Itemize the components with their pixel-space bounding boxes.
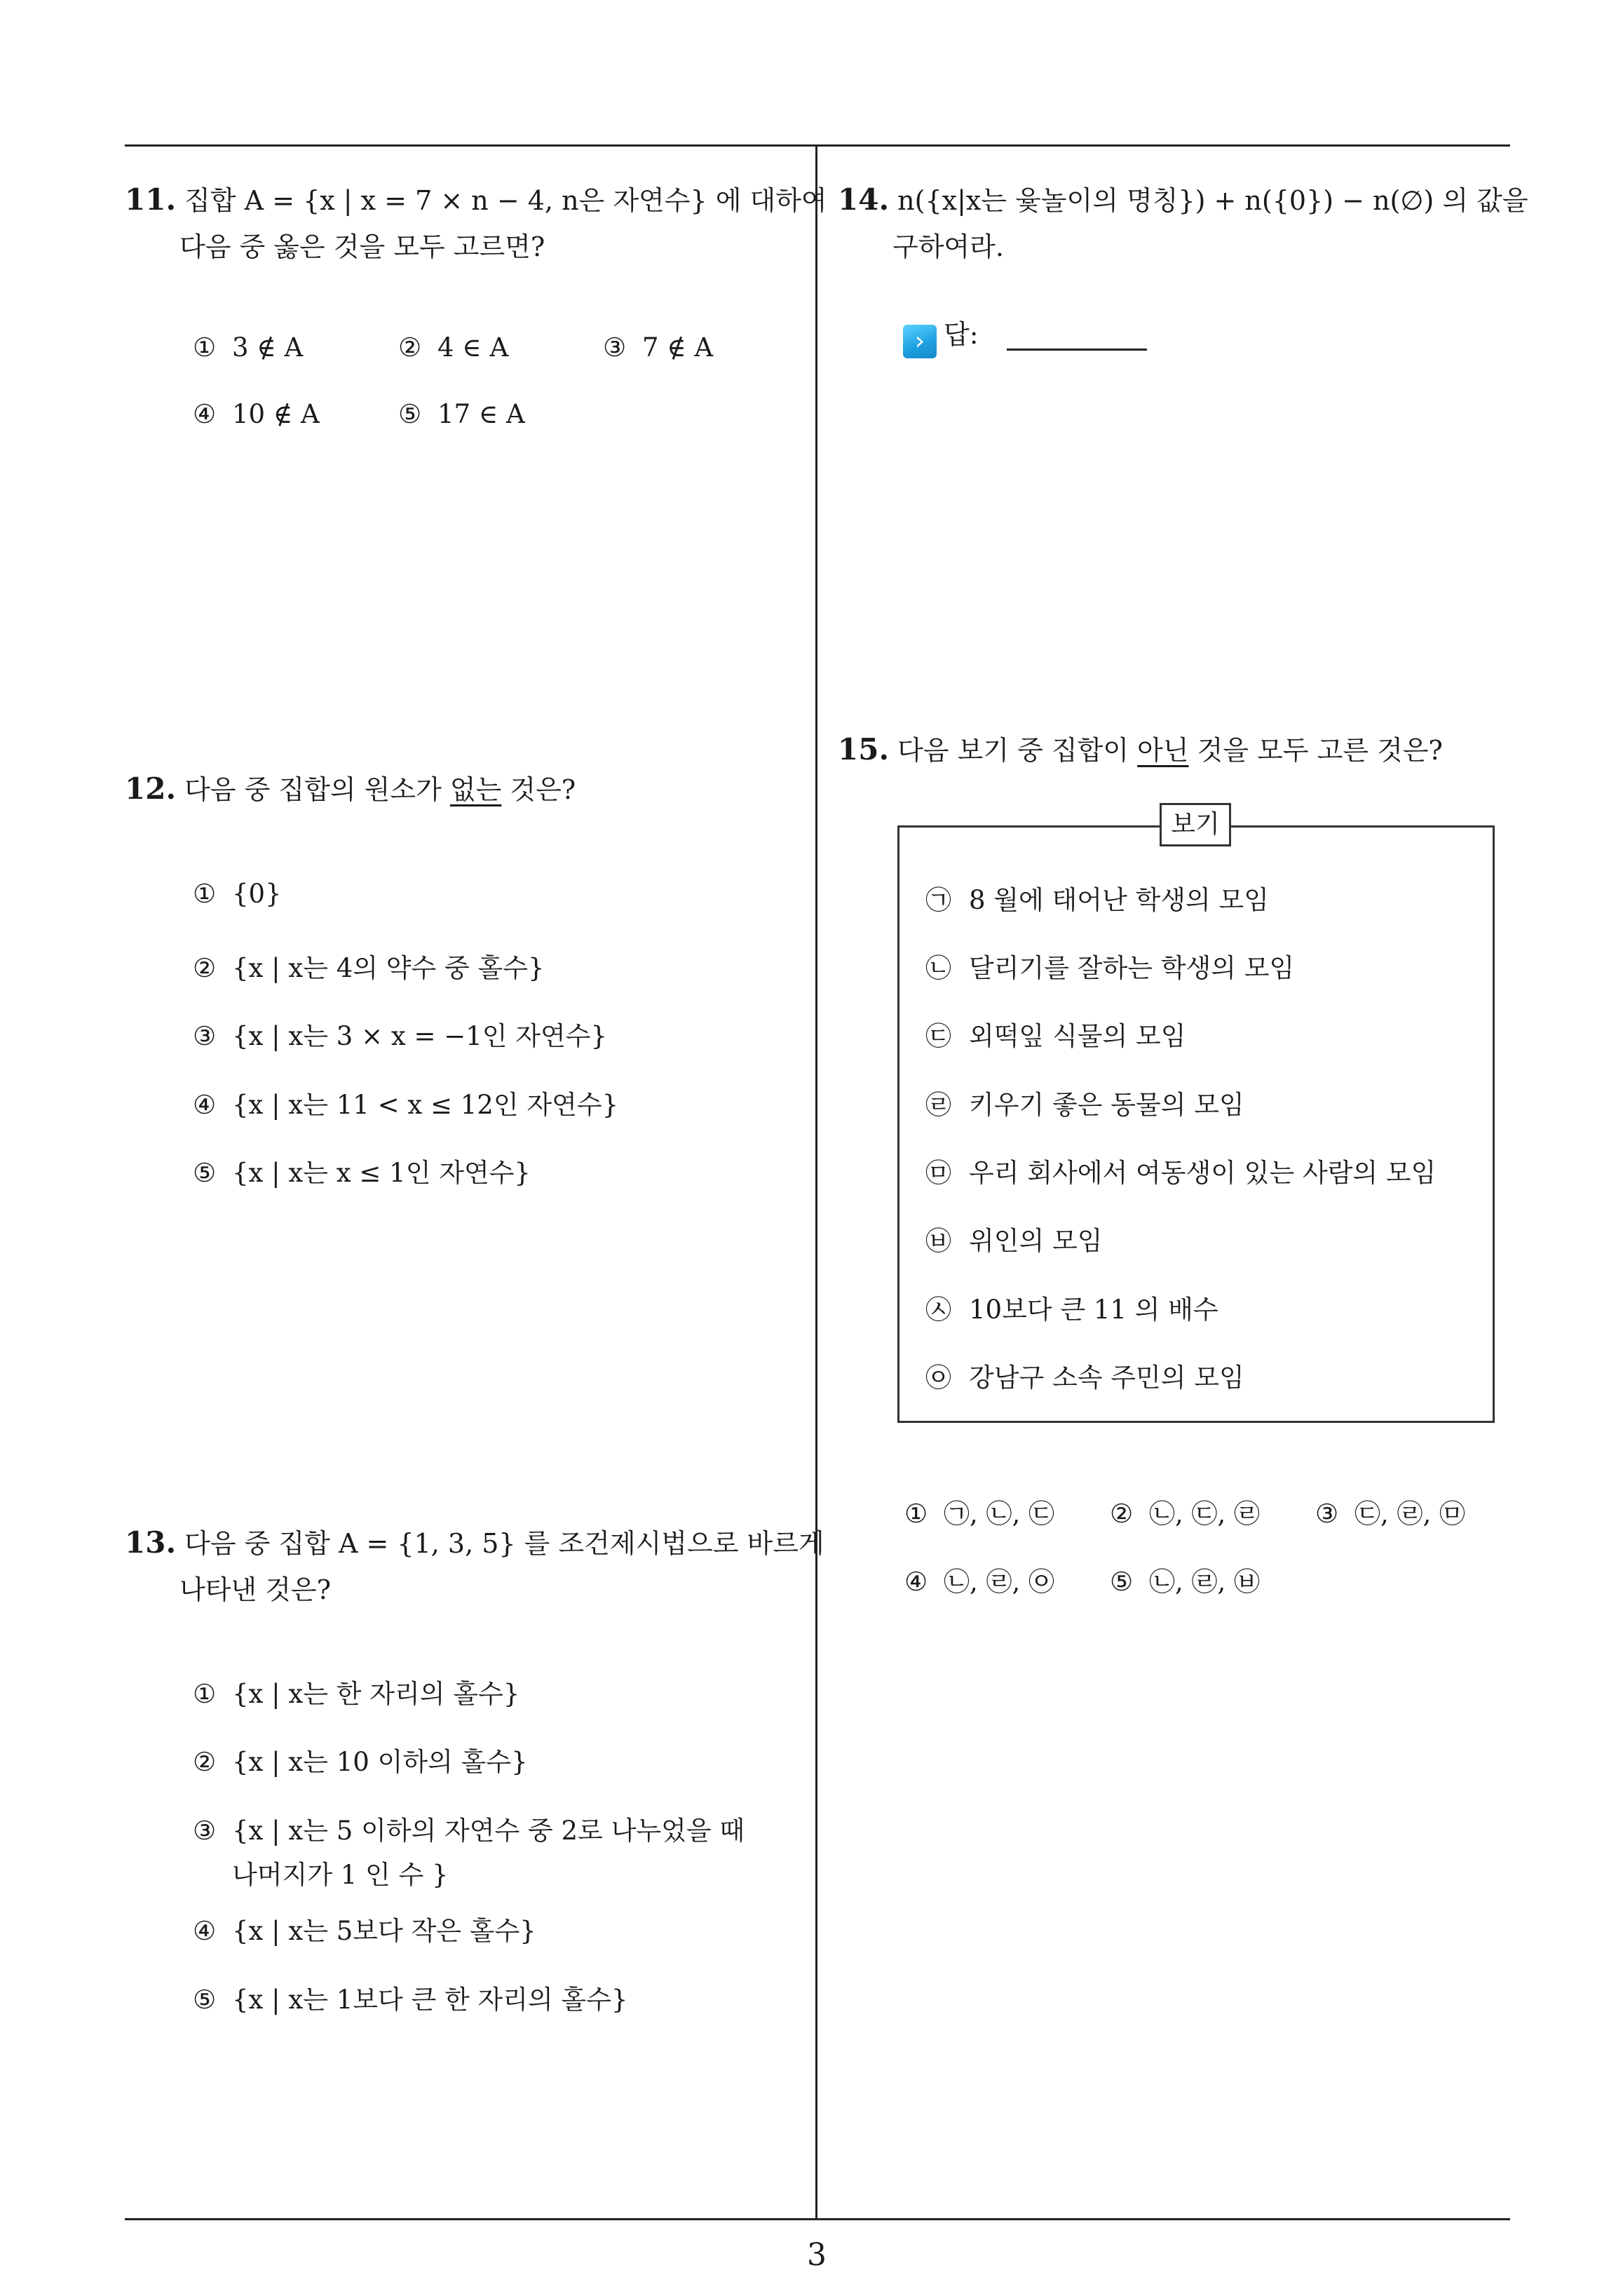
- bogi-text: 외떡잎 식물의 모임: [969, 1021, 1186, 1051]
- bogi-marker: ㉥: [925, 1226, 951, 1256]
- question-12: [125, 766, 576, 813]
- option-marker: ①: [193, 1679, 217, 1709]
- question-text: 다음 중 집합의 원소가 없는 것은?: [184, 774, 576, 805]
- question-text-line-1: n({x|x는 윷놀이의 명칭}) + n({0}) − n(∅) 의 값을: [897, 185, 1528, 216]
- bogi-item: [925, 1288, 1218, 1326]
- option-text: 3 ∉ A: [232, 332, 304, 363]
- option-marker: ④: [193, 1916, 217, 1946]
- q11-option-2[interactable]: [398, 332, 508, 363]
- bogi-title: 보기: [1160, 803, 1231, 846]
- bogi-marker: ㉡: [925, 953, 951, 983]
- q12-option-4[interactable]: [193, 1083, 618, 1121]
- option-marker: ②: [193, 1747, 217, 1777]
- option-text: {x | x는 5보다 작은 홀수}: [232, 1916, 536, 1946]
- option-marker: ③: [193, 1021, 217, 1051]
- q12-option-5[interactable]: [193, 1152, 531, 1189]
- option-marker: ④: [193, 399, 217, 429]
- bogi-text: 위인의 모임: [969, 1226, 1103, 1256]
- option-marker: ③: [193, 1816, 217, 1846]
- q13-option-4[interactable]: [193, 1910, 536, 1947]
- bogi-item: [925, 1015, 1186, 1053]
- q13-option-1[interactable]: [193, 1673, 520, 1710]
- bogi-text: 우리 회사에서 여동생이 있는 사람의 모임: [969, 1158, 1437, 1188]
- arrow-right-icon: ›: [903, 325, 937, 358]
- q13-option-5[interactable]: [193, 1978, 628, 2016]
- option-marker: ②: [1110, 1499, 1134, 1529]
- q12-option-2[interactable]: [193, 947, 545, 985]
- option-text: 7 ∉ A: [642, 332, 714, 363]
- q13-option-3-continued: 나머지가 1 인 수 }: [232, 1860, 449, 1890]
- question-number: 11.: [125, 182, 177, 217]
- q11-option-3[interactable]: [603, 332, 713, 363]
- bogi-marker: ㉠: [925, 885, 951, 915]
- option-marker: ⑤: [1110, 1567, 1134, 1597]
- option-marker: ①: [904, 1499, 928, 1529]
- option-text: {x | x는 5 이하의 자연수 중 2로 나누었을 때: [232, 1816, 745, 1846]
- q11-option-1[interactable]: [193, 332, 303, 363]
- question-14: [838, 177, 1528, 270]
- option-text: {x | x는 x ≤ 1인 자연수}: [232, 1158, 531, 1188]
- option-text: ㉡, ㉣, ㉥: [1149, 1567, 1261, 1597]
- bogi-text: 달리기를 잘하는 학생의 모임: [969, 953, 1295, 983]
- question-text: 다음 보기 중 집합이 아닌 것을 모두 고른 것은?: [897, 735, 1443, 766]
- option-marker: ①: [193, 879, 217, 909]
- bogi-text: 10보다 큰 11 의 배수: [969, 1295, 1218, 1325]
- question-text-line-2: 다음 중 옳은 것을 모두 고르면?: [179, 231, 545, 262]
- q11-option-4[interactable]: [193, 399, 320, 429]
- option-text: {x | x는 1보다 큰 한 자리의 홀수}: [232, 1985, 628, 2015]
- option-text: 17 ∈ A: [437, 399, 525, 429]
- option-text: {x | x는 11 < x ≤ 12인 자연수}: [232, 1090, 619, 1120]
- option-marker: ②: [193, 953, 217, 983]
- underlined-keyword: 아닌: [1137, 735, 1189, 766]
- bogi-item: [925, 1083, 1244, 1121]
- answer-label: 답:: [944, 319, 979, 350]
- option-text: {x | x는 3 × x = −1인 자연수}: [232, 1021, 608, 1051]
- q13-option-3[interactable]: [193, 1809, 745, 1847]
- bogi-marker: ㉣: [925, 1090, 951, 1120]
- page-number: 3: [807, 2237, 827, 2273]
- option-marker: ④: [193, 1090, 217, 1120]
- question-number: 13.: [125, 1525, 177, 1560]
- q13-option-2[interactable]: [193, 1741, 528, 1778]
- question-text-line-2: 구하여라.: [892, 231, 1004, 262]
- option-marker: ⑤: [193, 1985, 217, 2015]
- question-number: 14.: [838, 182, 890, 217]
- bogi-marker: ㉧: [925, 1363, 951, 1393]
- q15-option-5[interactable]: [1110, 1560, 1260, 1598]
- bogi-item: [925, 1356, 1244, 1394]
- bogi-text: 강남구 소속 주민의 모임: [969, 1363, 1244, 1393]
- option-marker: ②: [398, 332, 422, 363]
- bogi-marker: ㉤: [925, 1158, 951, 1188]
- question-number: 12.: [125, 771, 177, 806]
- option-marker: ④: [904, 1567, 928, 1597]
- question-text-line-1: 다음 중 집합 A = {1, 3, 5} 를 조건제시법으로 바르게: [184, 1528, 824, 1559]
- option-marker: ③: [603, 332, 627, 363]
- answer-row: [903, 313, 1147, 358]
- question-text-line-1: 집합 A = {x | x = 7 × n − 4, n은 자연수} 에 대하여: [184, 185, 827, 216]
- q12-option-1[interactable]: [193, 879, 282, 909]
- option-text: ㉡, ㉢, ㉣: [1149, 1499, 1261, 1529]
- option-text: {x | x는 한 자리의 홀수}: [232, 1679, 520, 1709]
- header-rule: [125, 144, 1510, 147]
- q15-option-2[interactable]: [1110, 1492, 1260, 1530]
- bogi-marker: ㉢: [925, 1021, 951, 1051]
- question-number: 15.: [838, 732, 890, 767]
- bogi-text: 8 월에 태어난 학생의 모임: [969, 885, 1270, 915]
- underlined-keyword: 없는: [449, 774, 502, 805]
- option-marker: ⑤: [193, 1158, 217, 1188]
- option-text: 4 ∈ A: [437, 332, 509, 363]
- option-marker: ⑤: [398, 399, 422, 429]
- option-text: 10 ∉ A: [232, 399, 320, 429]
- option-text: {0}: [232, 879, 282, 909]
- bogi-marker: ㉦: [925, 1295, 951, 1325]
- question-11: [125, 177, 827, 270]
- q12-option-3[interactable]: [193, 1015, 607, 1053]
- question-15: [838, 727, 1443, 774]
- option-marker: ③: [1315, 1499, 1339, 1529]
- bogi-item: [925, 1220, 1102, 1257]
- bogi-item: [925, 879, 1269, 917]
- bogi-text: 키우기 좋은 동물의 모임: [969, 1090, 1244, 1120]
- question-13: [125, 1520, 824, 1613]
- footer-rule: [125, 2218, 1510, 2220]
- q11-option-5[interactable]: [398, 399, 525, 429]
- option-text: ㉠, ㉡, ㉢: [944, 1499, 1055, 1529]
- q15-option-3[interactable]: [1315, 1492, 1465, 1530]
- option-text: ㉡, ㉣, ㉧: [944, 1567, 1055, 1597]
- option-text: {x | x는 4의 약수 중 홀수}: [232, 953, 545, 983]
- q15-option-1[interactable]: [904, 1492, 1054, 1530]
- option-text: ㉢, ㉣, ㉤: [1354, 1499, 1466, 1529]
- bogi-item: [925, 947, 1294, 985]
- answer-blank[interactable]: [1007, 318, 1147, 351]
- q15-option-4[interactable]: [904, 1560, 1054, 1598]
- bogi-item: [925, 1152, 1436, 1189]
- option-marker: ①: [193, 332, 217, 363]
- question-text-line-2: 나타낸 것은?: [179, 1574, 331, 1605]
- column-divider: [815, 144, 817, 2220]
- option-text: {x | x는 10 이하의 홀수}: [232, 1747, 528, 1777]
